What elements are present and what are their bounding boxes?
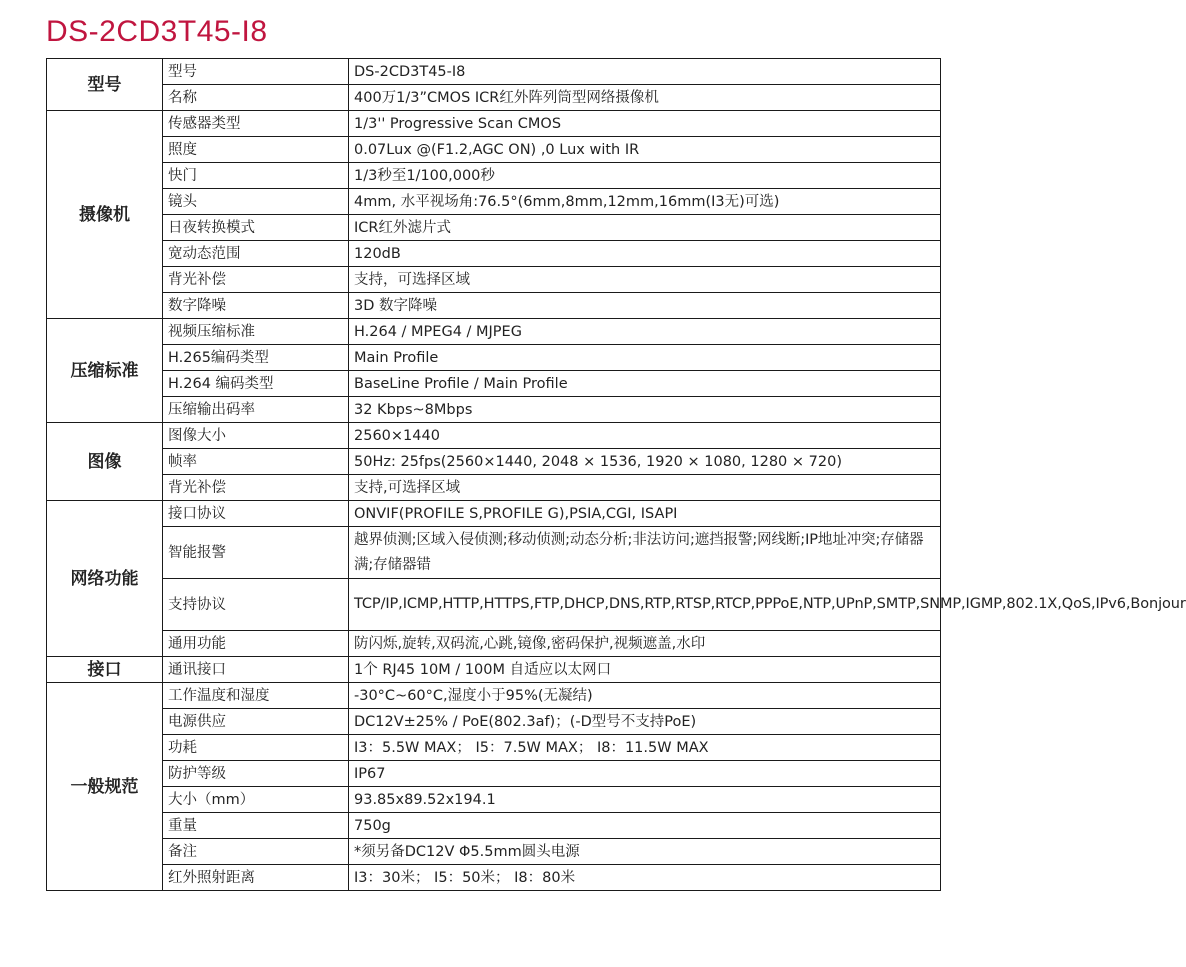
spec-value: 2560×1440: [349, 423, 941, 449]
spec-label: 帧率: [163, 449, 349, 475]
category-cell: 网络功能: [47, 501, 163, 657]
spec-value: 1/3秒至1/100,000秒: [349, 163, 941, 189]
spec-value: 50Hz: 25fps(2560×1440, 2048 × 1536, 1920 × 1080, 1280 × 720): [349, 449, 941, 475]
spec-value: I3：5.5W MAX； I5：7.5W MAX； I8：11.5W MAX: [349, 735, 941, 761]
spec-row: [47, 761, 941, 787]
spec-table: [46, 58, 1186, 891]
spec-row: [47, 449, 941, 475]
spec-row: [47, 397, 941, 423]
spec-value: 3D 数字降噪: [349, 293, 941, 319]
spec-row: [47, 657, 941, 683]
category-cell: 一般规范: [47, 683, 163, 891]
spec-label: 工作温度和湿度: [163, 683, 349, 709]
spec-value: 1/3'' Progressive Scan CMOS: [349, 111, 941, 137]
spec-label: 照度: [163, 137, 349, 163]
spec-row: [47, 709, 941, 735]
spec-label: 数字降噪: [163, 293, 349, 319]
spec-value: H.264 / MPEG4 / MJPEG: [349, 319, 941, 345]
category-cell: 型号: [47, 59, 163, 111]
spec-label: 压缩输出码率: [163, 397, 349, 423]
spec-label: 传感器类型: [163, 111, 349, 137]
spec-row: [47, 735, 941, 761]
spec-row: [47, 137, 941, 163]
spec-label: 红外照射距离: [163, 865, 349, 891]
spec-label: 重量: [163, 813, 349, 839]
spec-value: DC12V±25% / PoE(802.3af)；(-D型号不支持PoE): [349, 709, 941, 735]
spec-value: IP67: [349, 761, 941, 787]
spec-value: 0.07Lux @(F1.2,AGC ON) ,0 Lux with IR: [349, 137, 941, 163]
spec-label: 备注: [163, 839, 349, 865]
spec-label: 背光补偿: [163, 267, 349, 293]
spec-value: 400万1/3”CMOS ICR红外阵列筒型网络摄像机: [349, 85, 941, 111]
spec-row: [47, 85, 941, 111]
spec-row: [47, 345, 941, 371]
spec-row: [47, 215, 941, 241]
spec-row: [47, 163, 941, 189]
spec-row: [47, 189, 941, 215]
spec-row: [47, 371, 941, 397]
spec-value: 750g: [349, 813, 941, 839]
spec-row: [47, 267, 941, 293]
spec-label: 图像大小: [163, 423, 349, 449]
spec-row: [47, 813, 941, 839]
spec-label: 型号: [163, 59, 349, 85]
spec-row: [47, 839, 941, 865]
spec-value: 93.85x89.52x194.1: [349, 787, 941, 813]
spec-value: -30°C~60°C,湿度小于95%(无凝结): [349, 683, 941, 709]
spec-label: 防护等级: [163, 761, 349, 787]
spec-row: [47, 59, 941, 85]
spec-label: 日夜转换模式: [163, 215, 349, 241]
spec-row: [47, 865, 941, 891]
spec-row: [47, 579, 941, 631]
spec-label: 镜头: [163, 189, 349, 215]
spec-value: 支持，可选择区域: [349, 267, 941, 293]
spec-label: H.265编码类型: [163, 345, 349, 371]
spec-value: 防闪烁,旋转,双码流,心跳,镜像,密码保护,视频遮盖,水印: [349, 631, 941, 657]
spec-label: 名称: [163, 85, 349, 111]
category-cell: 摄像机: [47, 111, 163, 319]
spec-value: ONVIF(PROFILE S,PROFILE G),PSIA,CGI, ISAPI: [349, 501, 941, 527]
spec-value: BaseLine Profile / Main Profile: [349, 371, 941, 397]
spec-value: 越界侦测;区域入侵侦测;移动侦测;动态分析;非法访问;遮挡报警;网线断;IP地址冲突;存储器满;存储器错: [349, 527, 941, 579]
spec-row: [47, 423, 941, 449]
spec-label: H.264 编码类型: [163, 371, 349, 397]
spec-row: [47, 111, 941, 137]
spec-row: [47, 241, 941, 267]
spec-label: 大小（mm）: [163, 787, 349, 813]
spec-label: 接口协议: [163, 501, 349, 527]
spec-value: 4mm, 水平视场角:76.5°(6mm,8mm,12mm,16mm(I3无)可选): [349, 189, 941, 215]
category-cell: 图像: [47, 423, 163, 501]
spec-label: 支持协议: [163, 579, 349, 631]
spec-value: 支持,可选择区域: [349, 475, 941, 501]
spec-label: 视频压缩标准: [163, 319, 349, 345]
spec-label: 电源供应: [163, 709, 349, 735]
spec-label: 宽动态范围: [163, 241, 349, 267]
spec-value: *须另备DC12V Φ5.5mm圆头电源: [349, 839, 941, 865]
spec-value: I3：30米； I5：50米； I8：80米: [349, 865, 941, 891]
spec-label: 背光补偿: [163, 475, 349, 501]
spec-value: 32 Kbps~8Mbps: [349, 397, 941, 423]
spec-label: 通用功能: [163, 631, 349, 657]
spec-row: [47, 319, 941, 345]
spec-label: 快门: [163, 163, 349, 189]
spec-row: [47, 527, 941, 579]
spec-row: [47, 631, 941, 657]
spec-value: 1个 RJ45 10M / 100M 自适应以太网口: [349, 657, 941, 683]
spec-value: Main Profile: [349, 345, 941, 371]
product-title: DS-2CD3T45-I8: [46, 15, 268, 48]
spec-value: TCP/IP,ICMP,HTTP,HTTPS,FTP,DHCP,DNS,RTP,RTSP,RTCP,PPPoE,NTP,UPnP,SMTP,SNMP,IGMP,802.1X,QoS,IPv6,Bonjour: [349, 579, 941, 631]
spec-value: 120dB: [349, 241, 941, 267]
spec-row: [47, 293, 941, 319]
spec-row: [47, 475, 941, 501]
spec-label: 通讯接口: [163, 657, 349, 683]
spec-label: 功耗: [163, 735, 349, 761]
spec-value: ICR红外滤片式: [349, 215, 941, 241]
spec-value: DS-2CD3T45-I8: [349, 59, 941, 85]
spec-label: 智能报警: [163, 527, 349, 579]
spec-row: [47, 501, 941, 527]
category-cell: 接口: [47, 657, 163, 683]
spec-row: [47, 683, 941, 709]
spec-row: [47, 787, 941, 813]
category-cell: 压缩标准: [47, 319, 163, 423]
